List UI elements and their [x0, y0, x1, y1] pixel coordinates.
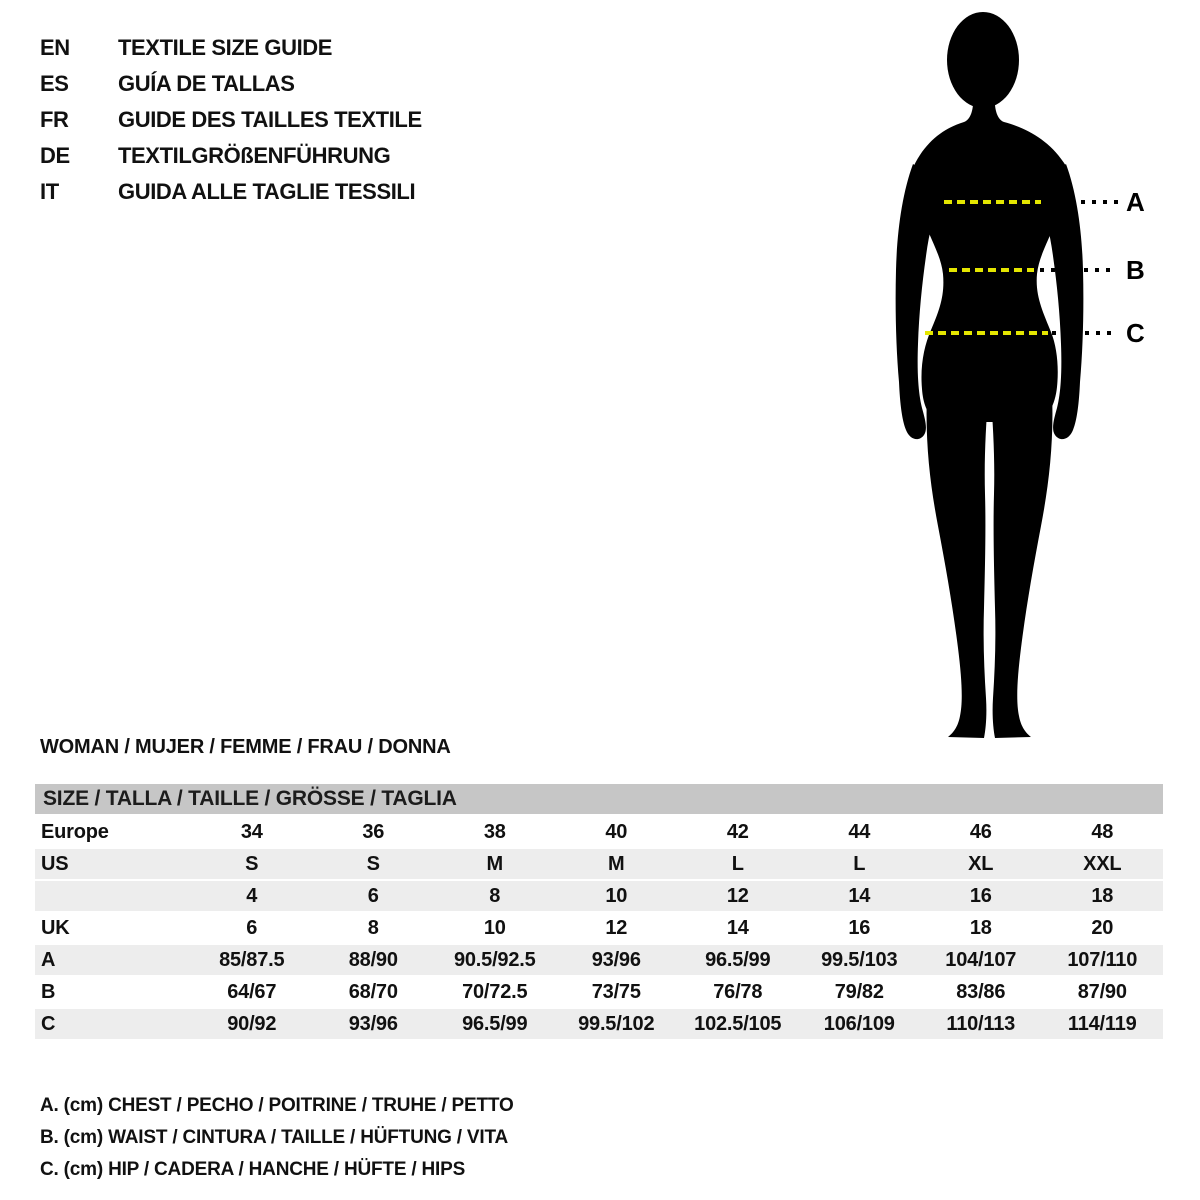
size-cell: 10 [605, 884, 628, 907]
size-cell: 99.5/102 [578, 1012, 655, 1035]
language-code: DE [40, 143, 70, 168]
language-list [40, 30, 422, 210]
size-cell: 93/96 [348, 1012, 398, 1035]
size-cell: 110/113 [946, 1012, 1016, 1035]
size-cell: 16 [848, 916, 871, 939]
language-title: TEXTILE SIZE GUIDE [118, 35, 333, 60]
size-cell: 73/75 [591, 980, 641, 1003]
size-cell: 44 [848, 820, 871, 843]
size-row-label: C [41, 1012, 56, 1035]
silhouette-torso [911, 94, 1067, 422]
size-cell: M [608, 852, 625, 875]
size-row-label: UK [41, 916, 70, 939]
silhouette-left-leg [927, 392, 988, 738]
language-row [40, 66, 422, 102]
size-cell: 34 [240, 820, 263, 843]
size-cell: 10 [483, 916, 506, 939]
size-row [35, 945, 1163, 975]
size-cell: 40 [605, 820, 628, 843]
measure-labels [1126, 187, 1145, 348]
language-row [40, 30, 422, 66]
size-cell: 18 [1091, 884, 1114, 907]
size-row [35, 881, 1163, 911]
size-cell: 18 [969, 916, 992, 939]
size-cell: 104/107 [945, 948, 1017, 971]
size-row-label: US [41, 852, 69, 875]
size-cell: 106/109 [823, 1012, 895, 1035]
language-code: IT [40, 179, 59, 204]
size-cell: 46 [969, 820, 992, 843]
size-cell: 64/67 [227, 980, 277, 1003]
silhouette-right-leg [991, 392, 1052, 738]
size-cell: 14 [726, 916, 749, 939]
size-row [35, 913, 1163, 943]
size-cell: 83/86 [956, 980, 1006, 1003]
size-cell: 8 [489, 884, 501, 907]
language-code: FR [40, 107, 69, 132]
size-cell: 6 [246, 916, 258, 939]
size-row-label: B [41, 980, 56, 1003]
language-row [40, 102, 422, 138]
size-cell: 107/110 [1067, 948, 1138, 971]
chest-label: A [1126, 187, 1145, 217]
size-cell: 87/90 [1077, 980, 1127, 1003]
hip-label: C [1126, 318, 1145, 348]
size-cell: 36 [362, 820, 385, 843]
size-row-label: A [41, 948, 56, 971]
size-cell: 16 [969, 884, 992, 907]
language-row [40, 138, 422, 174]
size-table [35, 784, 1163, 1041]
size-cell: 114/119 [1067, 1012, 1137, 1035]
size-cell: 85/87.5 [219, 948, 285, 971]
size-table-body [35, 817, 1163, 1039]
size-row [35, 1009, 1163, 1039]
size-cell: L [853, 852, 866, 875]
size-cell: 90.5/92.5 [453, 948, 536, 971]
size-cell: 38 [483, 820, 506, 843]
size-row [35, 977, 1163, 1007]
measure-legend [40, 1090, 514, 1186]
size-cell: M [486, 852, 503, 875]
silhouette-body [896, 12, 1084, 738]
language-code: EN [40, 35, 70, 60]
woman-silhouette-figure [860, 0, 1200, 745]
woman-silhouette-svg [860, 0, 1200, 745]
size-cell: 79/82 [834, 980, 884, 1003]
waist-label: B [1126, 255, 1145, 285]
language-title: GUIDA ALLE TAGLIE TESSILI [118, 179, 416, 204]
legend-row: C. (cm) HIP / CADERA / HANCHE / HÜFTE / HIPS [40, 1159, 466, 1180]
legend-row: B. (cm) WAIST / CINTURA / TAILLE / HÜFTUNG / VITA [40, 1127, 508, 1148]
size-cell: 4 [246, 884, 258, 907]
silhouette-head [947, 12, 1019, 108]
language-code: ES [40, 71, 69, 96]
language-title: GUIDE DES TAILLES TEXTILE [118, 107, 422, 132]
size-cell: 93/96 [591, 948, 641, 971]
size-cell: S [245, 852, 259, 875]
size-cell: S [366, 852, 380, 875]
legend-row: A. (cm) CHEST / PECHO / POITRINE / TRUHE / PETTO [40, 1095, 514, 1116]
language-title: TEXTILGRÖßENFÜHRUNG [118, 143, 391, 168]
size-cell: 8 [367, 916, 379, 939]
size-cell: 42 [726, 820, 749, 843]
size-cell: L [731, 852, 744, 875]
language-row [40, 174, 422, 210]
size-cell: 6 [367, 884, 379, 907]
size-row [35, 849, 1163, 879]
size-cell: 88/90 [348, 948, 398, 971]
size-cell: 12 [605, 916, 628, 939]
size-cell: 102.5/105 [694, 1012, 782, 1035]
size-cell: 68/70 [348, 980, 398, 1003]
size-cell: 14 [848, 884, 871, 907]
section-title: WOMAN / MUJER / FEMME / FRAU / DONNA [40, 736, 451, 758]
size-cell: 99.5/103 [821, 948, 898, 971]
size-cell: 20 [1091, 916, 1114, 939]
size-cell: XL [968, 852, 994, 875]
size-table-header: SIZE / TALLA / TAILLE / GRÖSSE / TAGLIA [35, 784, 1163, 814]
size-cell: 76/78 [713, 980, 763, 1003]
size-cell: 70/72.5 [462, 980, 528, 1003]
size-cell: 96.5/99 [705, 948, 771, 971]
size-cell: 90/92 [227, 1012, 277, 1035]
size-row-label: Europe [41, 820, 109, 843]
size-cell: 48 [1091, 820, 1114, 843]
size-cell: 12 [726, 884, 749, 907]
size-cell: 96.5/99 [462, 1012, 528, 1035]
size-row [35, 817, 1163, 847]
size-cell: XXL [1083, 852, 1122, 875]
language-title: GUÍA DE TALLAS [118, 71, 295, 96]
